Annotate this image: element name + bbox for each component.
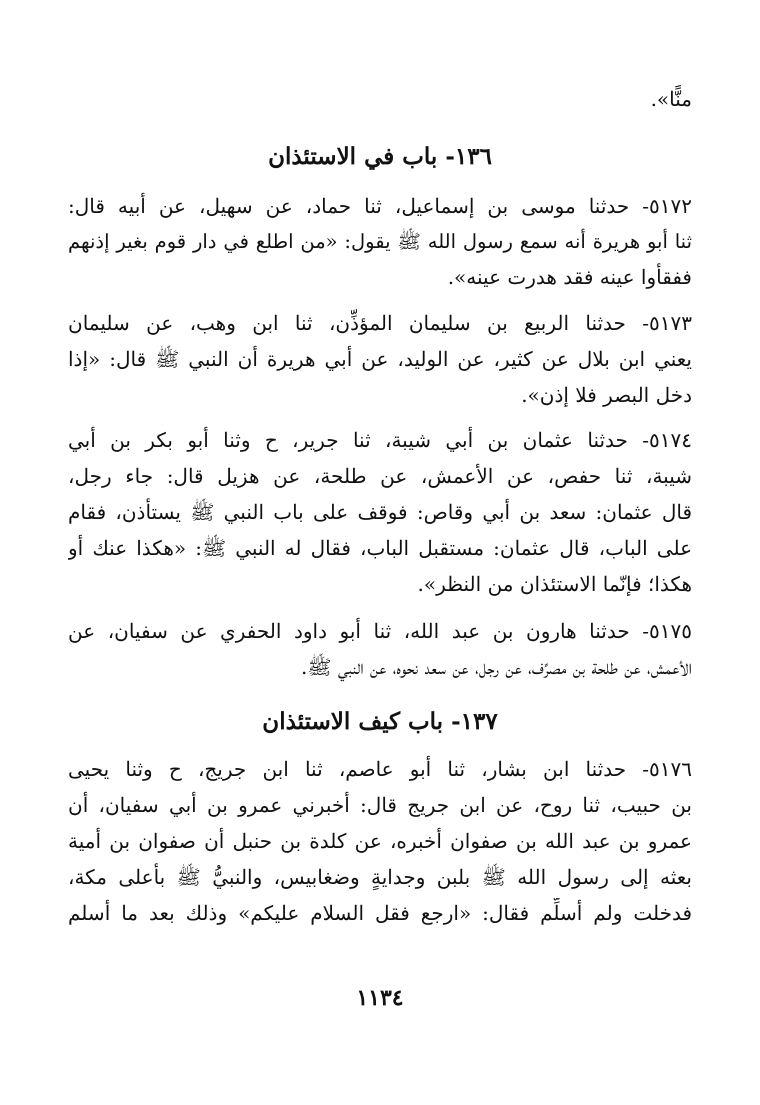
text-line: بن حبيب، ثنا روح، عن ابن جريج قال: أخبرني عمرو بن أبي سفيان، أن (68, 793, 692, 817)
text-line: دخل البصر فلا إذن». (521, 383, 692, 407)
text-line: الأعمش، عن طلحة بن مصرِّف، عن رجل، عن سعد نحوه، عن النبي ﷺ. (301, 655, 692, 679)
text-line: ٥١٧٤- حدثنا عثمان بن أبي شيبة، ثنا جرير، ح وثنا أبو بكر بن أبي (68, 428, 692, 452)
text-line: ٥١٧٢- حدثنا موسى بن إسماعيل، ثنا حماد، عن سهيل، عن أبيه قال: (68, 194, 692, 218)
text-line: عمرو بن عبد الله بن صفوان أخبره، عن كلدة بن حنبل أن صفوان بن أمية (68, 829, 692, 853)
text-line: قال عثمان: سعد بن أبي وقاص: فوقف على باب النبي ﷺ يستأذن، فقام (68, 500, 692, 524)
text-line: ٥١٧٥- حدثنا هارون بن عبد الله، ثنا أبو داود الحفري عن سفيان، عن (68, 619, 692, 643)
page-number: ١١٣٤ (356, 985, 404, 1011)
text-line: ففقأوا عينه فقد هدرت عينه». (447, 265, 692, 289)
text-line: يعني ابن بلال عن كثير، عن الوليد، عن أبي هريرة أن النبي ﷺ قال: «إذا (68, 347, 692, 371)
continuation-line: منًّا». (650, 87, 692, 111)
text-line: هكذا؛ فإنّما الاستئذان من النظر». (417, 572, 692, 596)
chapter-137-heading: ١٣٧- باب كيف الاستئذان (262, 708, 498, 735)
text-line: بعثه إلى رسول الله ﷺ بلبن وجدايةٍ وضغابيس، والنبيُّ ﷺ بأعلى مكة، (68, 865, 692, 889)
text-line: ٥١٧٦- حدثنا ابن بشار، ثنا أبو عاصم، ثنا ابن جريج، ح وثنا يحيى (68, 757, 692, 781)
text-line: شيبة، ثنا حفص، عن الأعمش، عن طلحة، عن هزيل قال: جاء رجل، (68, 464, 692, 488)
text-line: ثنا أبو هريرة أنه سمع رسول الله ﷺ يقول: «من اطلع في دار قوم بغير إذنهم (68, 230, 692, 253)
text-line: ٥١٧٣- حدثنا الربيع بن سليمان المؤذِّن، ثنا ابن وهب، عن سليمان (68, 311, 692, 335)
chapter-136-heading: ١٣٦- باب في الاستئذان (268, 143, 492, 170)
text-line: فدخلت ولم أسلِّم فقال: «ارجع فقل السلام عليكم» وذلك بعد ما أسلم (68, 901, 692, 925)
text-line: على الباب، قال عثمان: مستقبل الباب، فقال له النبي ﷺ: «هكذا عنك أو (68, 536, 692, 560)
